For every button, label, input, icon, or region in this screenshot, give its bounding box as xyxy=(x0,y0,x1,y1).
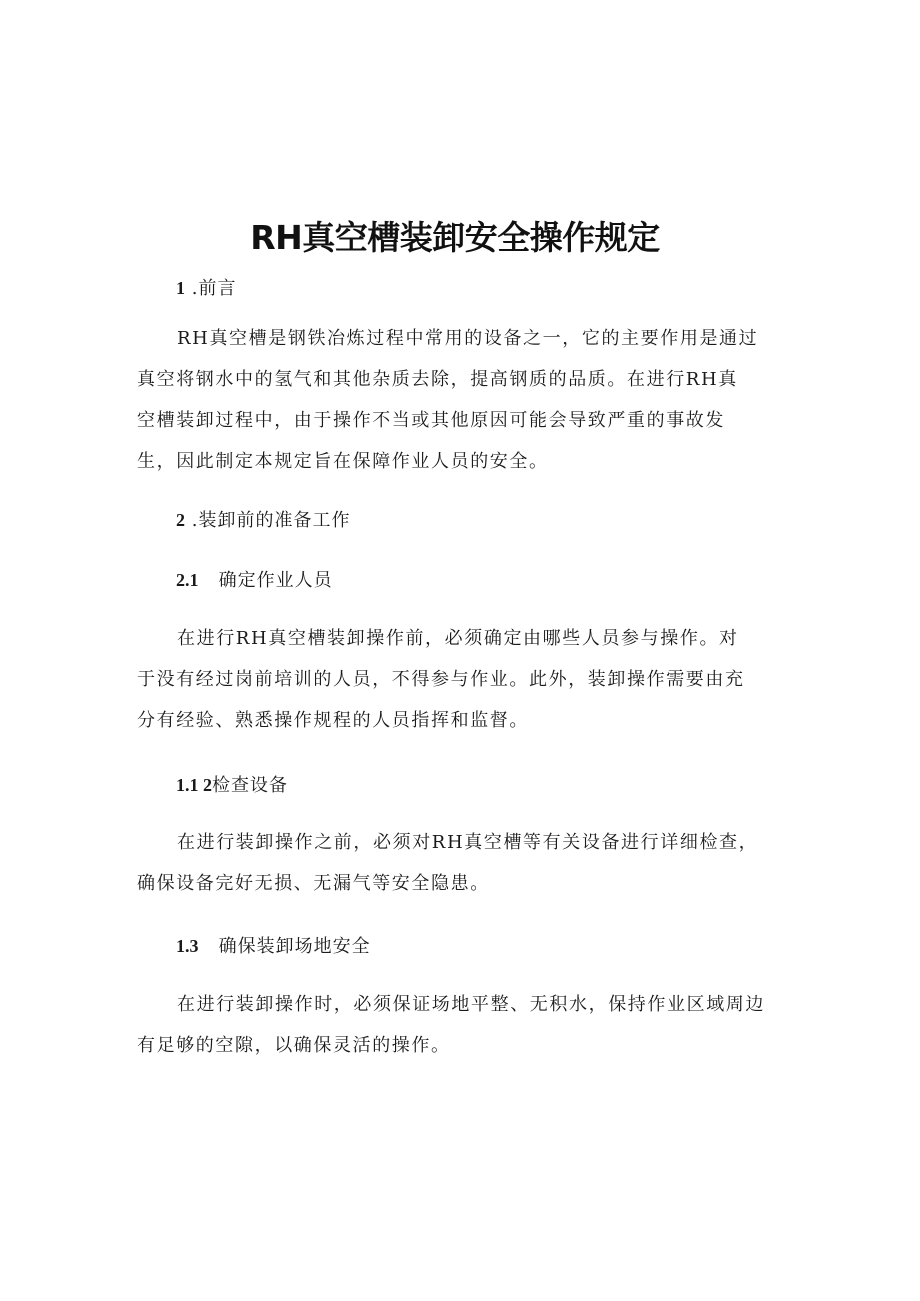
paragraph-line: 在进行装卸操作之前，必须对RH真空槽等有关设备进行详细检查， xyxy=(177,832,759,853)
paragraph-line: 有足够的空隙，以确保灵活的操作。 xyxy=(137,1035,451,1056)
paragraph-equipment xyxy=(137,822,787,904)
section-number: 2.1 xyxy=(176,570,199,590)
section-title: 确定作业人员 xyxy=(198,570,333,591)
paragraph-preface xyxy=(137,318,787,482)
section-title: 确保装卸场地安全 xyxy=(198,936,371,957)
paragraph-line: 分有经验、熟悉操作规程的人员指挥和监督。 xyxy=(137,710,529,731)
section-heading-preface xyxy=(176,274,236,300)
paragraph-personnel xyxy=(137,618,787,741)
paragraph-line: 确保设备完好无损、无漏气等安全隐患。 xyxy=(137,873,490,894)
section-heading-equipment xyxy=(176,771,288,797)
document-title: RH真空槽装卸安全操作规定 xyxy=(250,218,660,257)
section-number: 1.3 xyxy=(176,936,199,956)
section-number: 1.1 2 xyxy=(176,775,212,795)
section-title: 检查设备 xyxy=(212,775,288,796)
paragraph-line: RH真空槽是钢铁冶炼过程中常用的设备之一，它的主要作用是通过 xyxy=(177,328,759,349)
section-title: .前言 xyxy=(185,278,237,299)
section-heading-preparation xyxy=(176,506,350,532)
paragraph-line: 在进行装卸操作时，必须保证场地平整、无积水，保持作业区域周边 xyxy=(177,994,765,1015)
section-heading-personnel xyxy=(176,566,333,592)
paragraph-line: 生，因此制定本规定旨在保障作业人员的安全。 xyxy=(137,451,549,472)
section-title: .装卸前的准备工作 xyxy=(185,510,351,531)
section-number: 1 xyxy=(176,278,185,298)
section-heading-site-safety xyxy=(176,932,371,958)
paragraph-line: 于没有经过岗前培训的人员，不得参与作业。此外，装卸操作需要由充 xyxy=(137,669,745,690)
paragraph-line: 空槽装卸过程中，由于操作不当或其他原因可能会导致严重的事故发 xyxy=(137,410,725,431)
paragraph-line: 真空将钢水中的氢气和其他杂质去除，提高钢质的品质。在进行RH真 xyxy=(137,369,738,390)
paragraph-site-safety xyxy=(137,984,787,1066)
section-number: 2 xyxy=(176,510,185,530)
paragraph-line: 在进行RH真空槽装卸操作前，必须确定由哪些人员参与操作。对 xyxy=(177,628,739,649)
